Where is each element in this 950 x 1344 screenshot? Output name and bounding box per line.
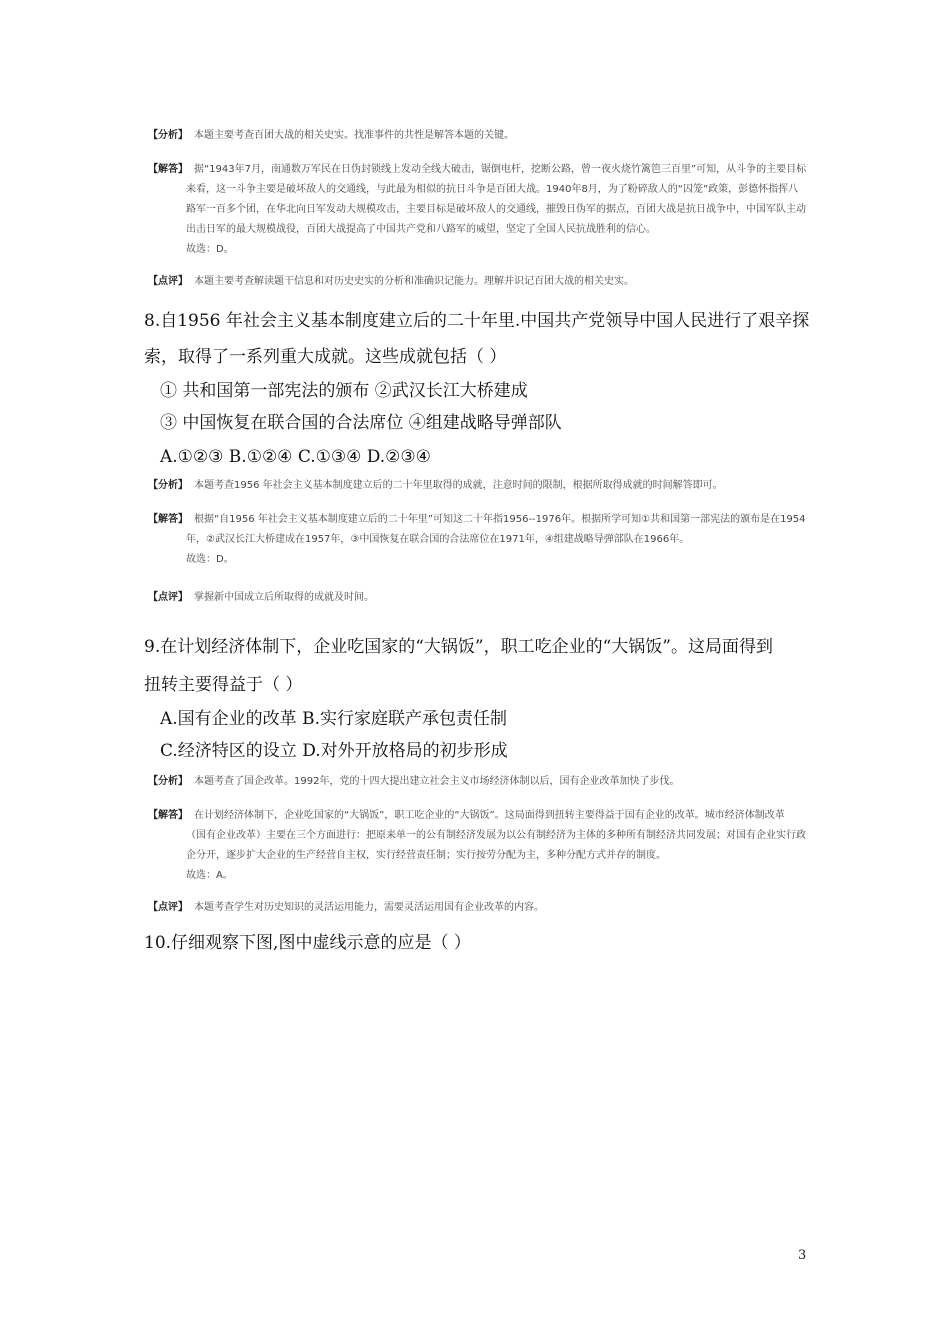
analysis-block-q7 [148, 126, 893, 146]
block-text: （国有企业改革）主要在三个方面进行：把原来单一的公有制经济发展为以公有制经济为主体的多种所有制经济共同发展；对国有企业实行政 [186, 830, 806, 841]
block-text: 企分开，逐步扩大企业的生产经营自主权，实行经营责任制；实行按劳分配为主，多种分配方式并存的制度。 [186, 850, 666, 861]
question-10-line-1: 10.仔细观察下图,图中虚线示意的应是（ ） [144, 933, 471, 953]
block-tag: 【解答】 [148, 514, 188, 525]
block-tag: 【点评】 [148, 902, 188, 913]
block-text: 掌握新中国成立后所取得的成就及时间。 [194, 592, 374, 603]
block-tag: 【解答】 [148, 810, 188, 821]
block-text: 来看，这一斗争主要是破坏敌人的交通线，与此最为相似的抗日斗争是百团大战。1940年8月，为了粉碎敌人的“囚笼”政策，彭德怀指挥八 [186, 184, 799, 195]
block-text: 故选：D。 [186, 554, 234, 565]
block-tag: 【分析】 [148, 480, 188, 491]
block-text: 年，②武汉长江大桥建成在1957年，③中国恢复在联合国的合法席位在1971年，④组建战略导弹部队在1966年。 [186, 534, 690, 545]
question-8-line-1: 8.自1956 年社会主义基本制度建立后的二十年里.中国共产党领导中国人民进行了艰辛探 [144, 311, 810, 331]
question-9-line-1: 9.在计划经济体制下，企业吃国家的“大锅饭”，职工吃企业的“大锅饭”。这局面得到 [144, 637, 773, 657]
block-text: 本题主要考查百团大战的相关史实。找准事件的共性是解答本题的关键。 [194, 130, 514, 141]
comment-block-q8 [148, 588, 893, 608]
block-tag: 【点评】 [148, 592, 188, 603]
block-tag: 【分析】 [148, 776, 188, 787]
analysis-block-q9 [148, 772, 893, 792]
answer-block-q9 [148, 806, 893, 886]
block-tag: 【分析】 [148, 130, 188, 141]
block-text: 在计划经济体制下，企业吃国家的“大锅饭”，职工吃企业的“大锅饭”。这局面得到扭转主要得益于国有企业的改革。城市经济体制改革 [194, 810, 785, 821]
block-text: 出击日军的最大规模战役，百团大战提高了中国共产党和八路军的威望，坚定了全国人民抗战胜利的信心。 [186, 224, 656, 235]
page-number: 3 [798, 1248, 807, 1263]
block-text: 据“1943年7月，南通数万军民在日伪封锁线上发动全线大破击，锯倒电杆，挖断公路，曾一夜火烧竹篱笆三百里”可知，从斗争的主要目标 [194, 164, 807, 175]
answer-block-q8 [148, 510, 893, 570]
block-text: 故选：A。 [186, 870, 233, 881]
question-8-line-2: 索，取得了一系列重大成就。这些成就包括（ ） [144, 347, 507, 367]
analysis-block-q8 [148, 476, 893, 496]
question-8-item-1: ① 共和国第一部宪法的颁布 ②武汉长江大桥建成 [160, 381, 528, 401]
comment-block-q9 [148, 898, 893, 918]
answer-block-q7 [148, 160, 893, 260]
block-text: 本题主要考查解读题干信息和对历史史实的分析和准确识记能力。理解并识记百团大战的相关史实。 [194, 276, 634, 287]
block-text: 故选：D。 [186, 244, 234, 255]
block-tag: 【点评】 [148, 276, 188, 287]
question-9-options-1: A.国有企业的改革 B.实行家庭联产承包责任制 [160, 709, 507, 729]
block-text: 本题考查了国企改革。1992年，党的十四大提出建立社会主义市场经济体制以后，国有企业改革加快了步伐。 [194, 776, 680, 787]
block-text: 本题考查1956 年社会主义基本制度建立后的二十年里取得的成就，注意时间的限制，根据所取得成就的时间解答即可。 [194, 480, 723, 491]
block-tag: 【解答】 [148, 164, 188, 175]
block-text: 根据“自1956 年社会主义基本制度建立后的二十年里”可知这二十年指1956--1976年。根据所学可知①共和国第一部宪法的颁布是在1954 [194, 514, 806, 525]
question-8-choices: A.①②③ B.①②④ C.①③④ D.②③④ [160, 447, 431, 467]
block-text: 本题考查学生对历史知识的灵活运用能力，需要灵活运用国有企业改革的内容。 [194, 902, 544, 913]
block-text: 路军一百多个团，在华北向日军发动大规模攻击，主要目标是破坏敌人的交通线，摧毁日伪军的据点，百团大战是抗日战争中，中国军队主动 [186, 204, 806, 215]
question-8-item-2: ③ 中国恢复在联合国的合法席位 ④组建战略导弹部队 [160, 413, 562, 433]
question-9-line-2: 扭转主要得益于（ ） [144, 675, 303, 695]
question-9-options-2: C.经济特区的设立 D.对外开放格局的初步形成 [160, 741, 508, 761]
comment-block-q7 [148, 272, 893, 292]
